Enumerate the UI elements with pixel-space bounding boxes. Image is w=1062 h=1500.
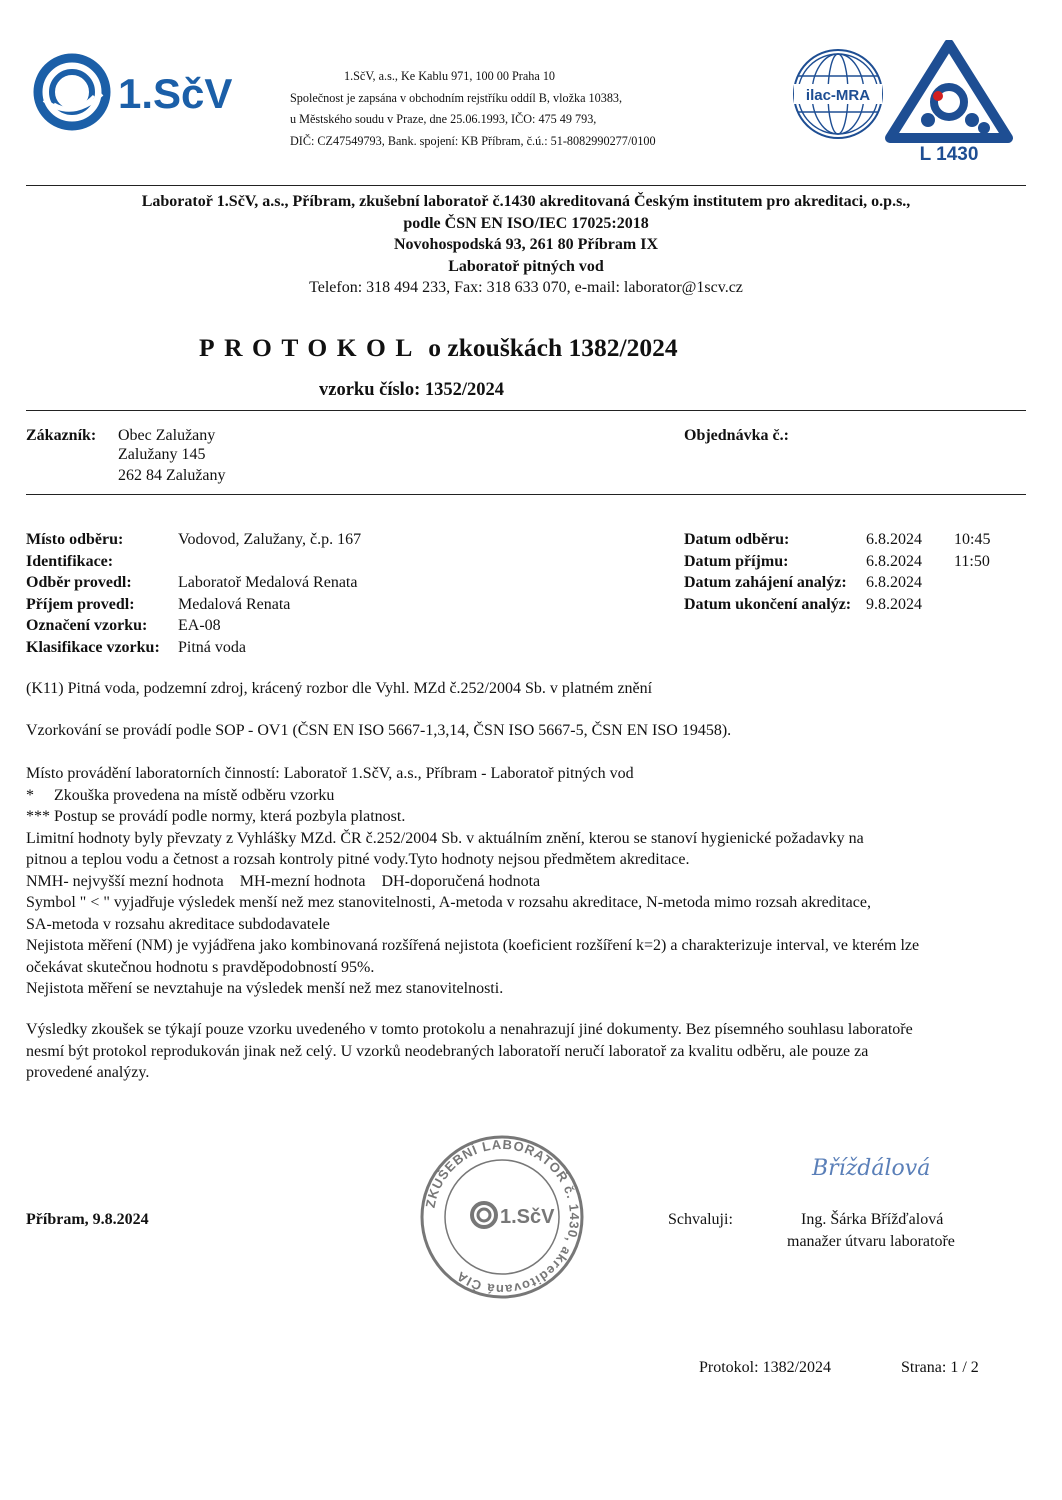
time-value: 11:50 — [954, 553, 990, 570]
field-label: Klasifikace vzorku: — [26, 639, 160, 656]
note-line: Místo provádění laboratorních činností: Laboratoř 1.SčV, a.s., Příbram - Laboratoř pitných vod — [26, 765, 634, 782]
order-label: Objednávka č.: — [684, 427, 789, 444]
field-value: Medalová Renata — [178, 596, 291, 613]
company-line: 1.SčV, a.s., Ke Kablu 971, 100 00 Praha 10 — [344, 69, 556, 83]
company-line: Společnost je zapsána v obchodním rejstříku oddíl B, vložka 10383, — [290, 90, 623, 105]
lab-contact: Telefon: 318 494 233, Fax: 318 633 070, e-mail: laborator@1scv.cz — [309, 279, 743, 296]
approver-name: Ing. Šárka Břížďalová — [801, 1211, 944, 1228]
divider — [26, 494, 1026, 495]
field-label: Příjem provedl: — [26, 596, 135, 613]
lab-line: Laboratoř 1.SčV, a.s., Příbram, zkušební laboratoř č.1430 akreditovaná Českým institutem pro akreditaci, o.p.s., — [141, 193, 911, 210]
approve-label: Schvaluji: — [668, 1211, 733, 1228]
date-value: 6.8.2024 — [866, 574, 922, 591]
notes-block — [26, 763, 1031, 1000]
company-logo — [30, 52, 265, 132]
disclaimer-line: provedené analýzy. — [26, 1064, 150, 1081]
lab-header — [26, 191, 1026, 299]
time-value: 10:45 — [954, 531, 991, 548]
laboratory-stamp — [418, 1133, 586, 1301]
analysis-type: (K11) Pitná voda, podzemní zdroj, krácený rozbor dle Vyhl. MZd č.252/2004 Sb. v platném znění — [26, 680, 653, 697]
disclaimer-line: nesmí být protokol reprodukován jinak než celý. U vzorků neodebraných laboratoří neručí laboratoř za kvalitu odběru, ale pouze za — [26, 1042, 869, 1060]
date-label: Datum odběru: — [684, 531, 790, 548]
field-label: Označení vzorku: — [26, 617, 148, 634]
note-line: * Zkouška provedena na místě odběru vzorku — [26, 786, 335, 804]
protocol-number: Protokol: 1382/2024 — [699, 1359, 832, 1376]
note-line: Limitní hodnoty byly převzaty z Vyhlášky MZd. ČR č.252/2004 Sb. v aktuálním znění, kterou se stanoví hygienické požadavky na — [26, 829, 864, 847]
divider — [26, 410, 1026, 411]
lab-line: podle ČSN EN ISO/IEC 17025:2018 — [403, 214, 649, 232]
sample-label: vzorku číslo: — [319, 380, 421, 400]
field-value: Laboratoř Medalová Renata — [178, 574, 358, 591]
note-line: Nejistota měření (NM) je vyjádřena jako kombinovaná rozšířená nejistota (koeficient rozšíření k=2) a charakterizuje interval, ve kterém lze — [26, 937, 920, 954]
date-value: 6.8.2024 — [866, 553, 922, 570]
results-disclaimer — [26, 1019, 1031, 1084]
sampling-method: Vzorkování se provádí podle SOP - OV1 (ČSN EN ISO 5667-1,3,14, ČSN ISO 5667-5, ČSN EN ISO 19458). — [26, 722, 732, 739]
signature — [808, 1145, 948, 1185]
stamp-logo-text: 1.SčV — [500, 1206, 555, 1228]
field-label: Odběr provedl: — [26, 574, 132, 591]
customer-label: Zákazník: — [26, 427, 97, 444]
company-line: DIČ: CZ47549793, Bank. spojení: KB Příbram, č.ú.: 51-8082990277/0100 — [290, 133, 656, 148]
date-label: Datum příjmu: — [684, 553, 789, 570]
note-line: *** Postup se provádí podle normy, která pozbyla platnost. — [26, 808, 406, 825]
divider — [26, 185, 1026, 186]
customer-line: 262 84 Zalužany — [118, 467, 226, 484]
note-line: Symbol " < " vyjadřuje výsledek menší než mez stanovitelnosti, A-metoda v rozsahu akreditace, N-metoda mimo rozsah akreditace, — [26, 894, 871, 911]
customer-line: Obec Zalužany — [118, 427, 216, 444]
title-rest: o zkouškách 1382/2024 — [428, 333, 678, 362]
title-word: PROTOKOL — [199, 333, 422, 362]
place-date: Příbram, 9.8.2024 — [26, 1211, 149, 1228]
page-number: Strana: 1 / 2 — [901, 1359, 979, 1376]
stamp-text: ZKUŠEBNÍ LABORATOŘ č. 1430, akreditovaná ČIA — [422, 1136, 583, 1298]
company-info — [290, 66, 656, 152]
date-value: 9.8.2024 — [866, 596, 922, 613]
page-title — [199, 333, 678, 363]
ilac-text: ilac-MRA — [805, 87, 871, 104]
stamp-logo-icon — [472, 1203, 555, 1228]
note-line: SA-metoda v rozsahu akreditace subdodavatele — [26, 915, 330, 933]
lab-line: Novohospodská 93, 261 80 Příbram IX — [393, 236, 659, 253]
field-label: Identifikace: — [26, 553, 114, 570]
field-label: Místo odběru: — [26, 531, 124, 548]
cai-accreditation-logo — [884, 40, 1014, 164]
sample-number — [319, 380, 504, 401]
customer-line: Zalužany 145 — [118, 446, 206, 463]
date-value: 6.8.2024 — [866, 531, 922, 548]
company-line: u Městského soudu v Praze, dne 25.06.1993, IČO: 475 49 793, — [290, 112, 597, 126]
lab-line: Laboratoř pitných vod — [448, 257, 604, 275]
cai-code: L 1430 — [919, 144, 979, 164]
note-line: pitnou a teplou vodu a četnost a rozsah kontroly pitné vody.Tyto hodnoty nejsou předmětem akreditace. — [26, 851, 690, 868]
note-line: očekávat skutečnou hodnotu s pravděpodobností 95%. — [26, 958, 375, 976]
date-label: Datum ukončení analýz: — [684, 596, 852, 613]
sample-value: 1352/2024 — [424, 380, 504, 400]
note-line: NMH- nejvyšší mezní hodnota MH-mezní hodnota DH-doporučená hodnota — [26, 872, 541, 890]
ilac-mra-logo — [790, 46, 886, 142]
field-value: Vodovod, Zalužany, č.p. 167 — [178, 531, 362, 548]
field-value: EA-08 — [178, 617, 221, 634]
signature-text: Bříždálová — [812, 1156, 931, 1181]
swirl-logo-icon — [38, 58, 106, 126]
field-value: Pitná voda — [178, 639, 246, 656]
note-line: Nejistota měření se nevztahuje na výsledek menší než mez stanovitelnosti. — [26, 980, 504, 997]
approver-role: manažer útvaru laboratoře — [787, 1233, 955, 1250]
date-label: Datum zahájení analýz: — [684, 574, 847, 591]
disclaimer-line: Výsledky zkoušek se týkají pouze vzorku uvedeného v tomto protokolu a nenahrazují jiné dokumenty. Bez písemného souhlasu laboratoře — [26, 1021, 913, 1038]
logo-text: 1.SčV — [118, 70, 233, 117]
